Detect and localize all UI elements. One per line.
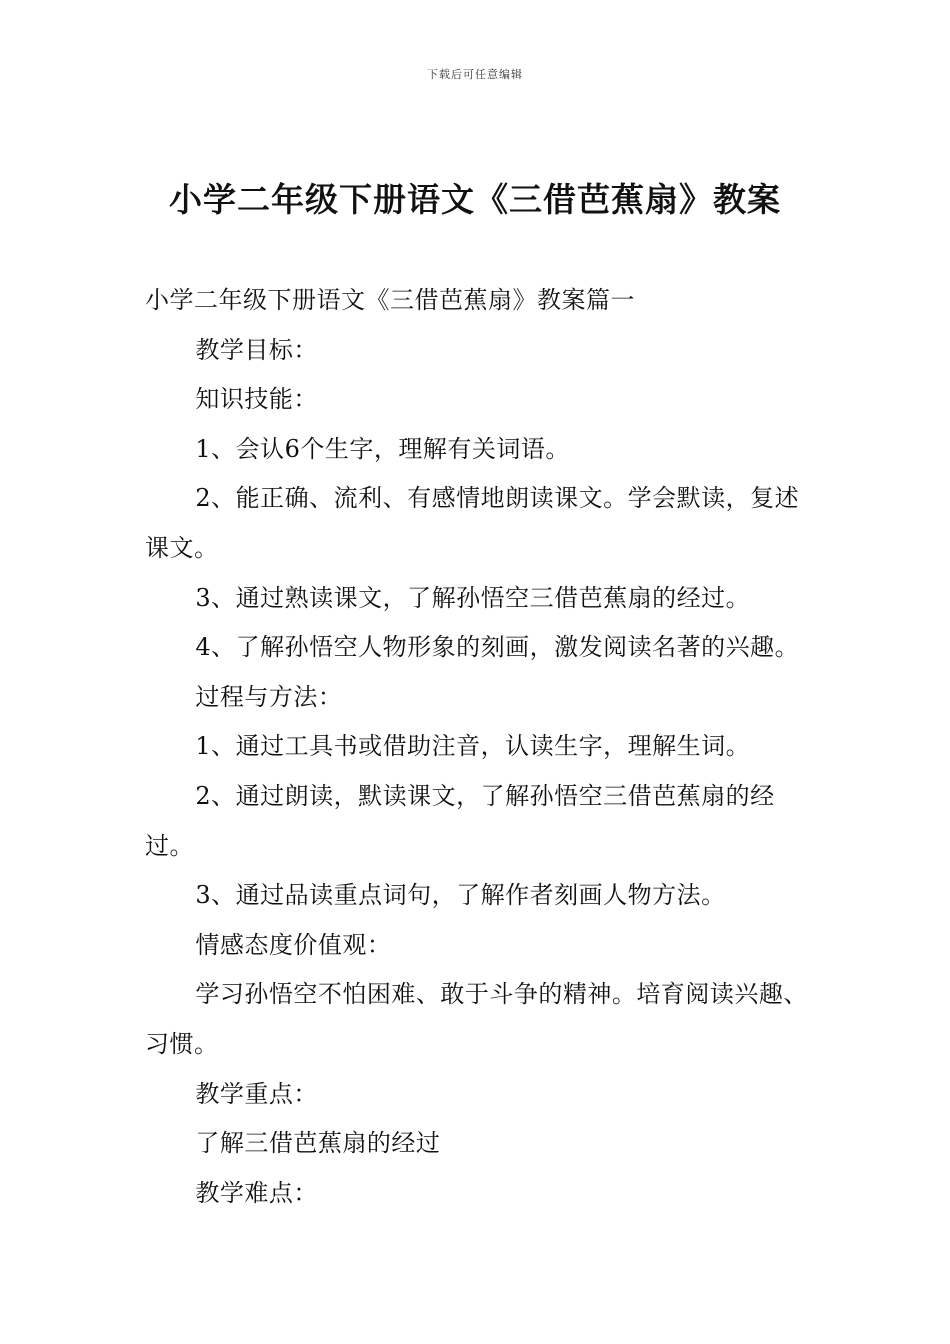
paragraph: 了解三借芭蕉扇的经过 [195, 1129, 441, 1158]
paragraph: 学习孙悟空不怕困难、敢于斗争的精神。培育阅读兴趣、习惯。 [145, 980, 808, 1058]
paragraph: 1、通过工具书或借助注音，认读生字，理解生词。 [195, 732, 751, 761]
paragraph: 教学难点： [195, 1178, 318, 1207]
paragraph: 2、能正确、流利、有感情地朗读课文。学会默读，复述课文。 [145, 484, 800, 562]
section-heading: 小学二年级下册语文《三借芭蕉扇》教案篇一 [145, 286, 635, 314]
paragraph: 1、会认6个生字，理解有关词语。 [195, 434, 570, 463]
paragraph: 3、通过品读重点词句，了解作者刻画人物方法。 [195, 881, 726, 910]
paragraph: 教学目标： [195, 335, 318, 364]
paragraph: 2、通过朗读，默读课文，了解孙悟空三借芭蕉扇的经过。 [145, 781, 775, 860]
paragraph: 3、通过熟读课文，了解孙悟空三借芭蕉扇的经过。 [195, 583, 751, 612]
paragraph: 情感态度价值观： [195, 930, 392, 959]
paragraph: 过程与方法： [195, 682, 343, 711]
paragraph: 知识技能： [195, 385, 318, 414]
paragraph: 4、了解孙悟空人物形象的刻画，激发阅读名著的兴趣。 [195, 633, 800, 662]
document-body [145, 276, 810, 1218]
paragraph: 教学重点： [195, 1079, 318, 1108]
document-title: 小学二年级下册语文《三借芭蕉扇》教案 [169, 180, 781, 219]
header-note: 下载后可任意编辑 [427, 68, 523, 81]
